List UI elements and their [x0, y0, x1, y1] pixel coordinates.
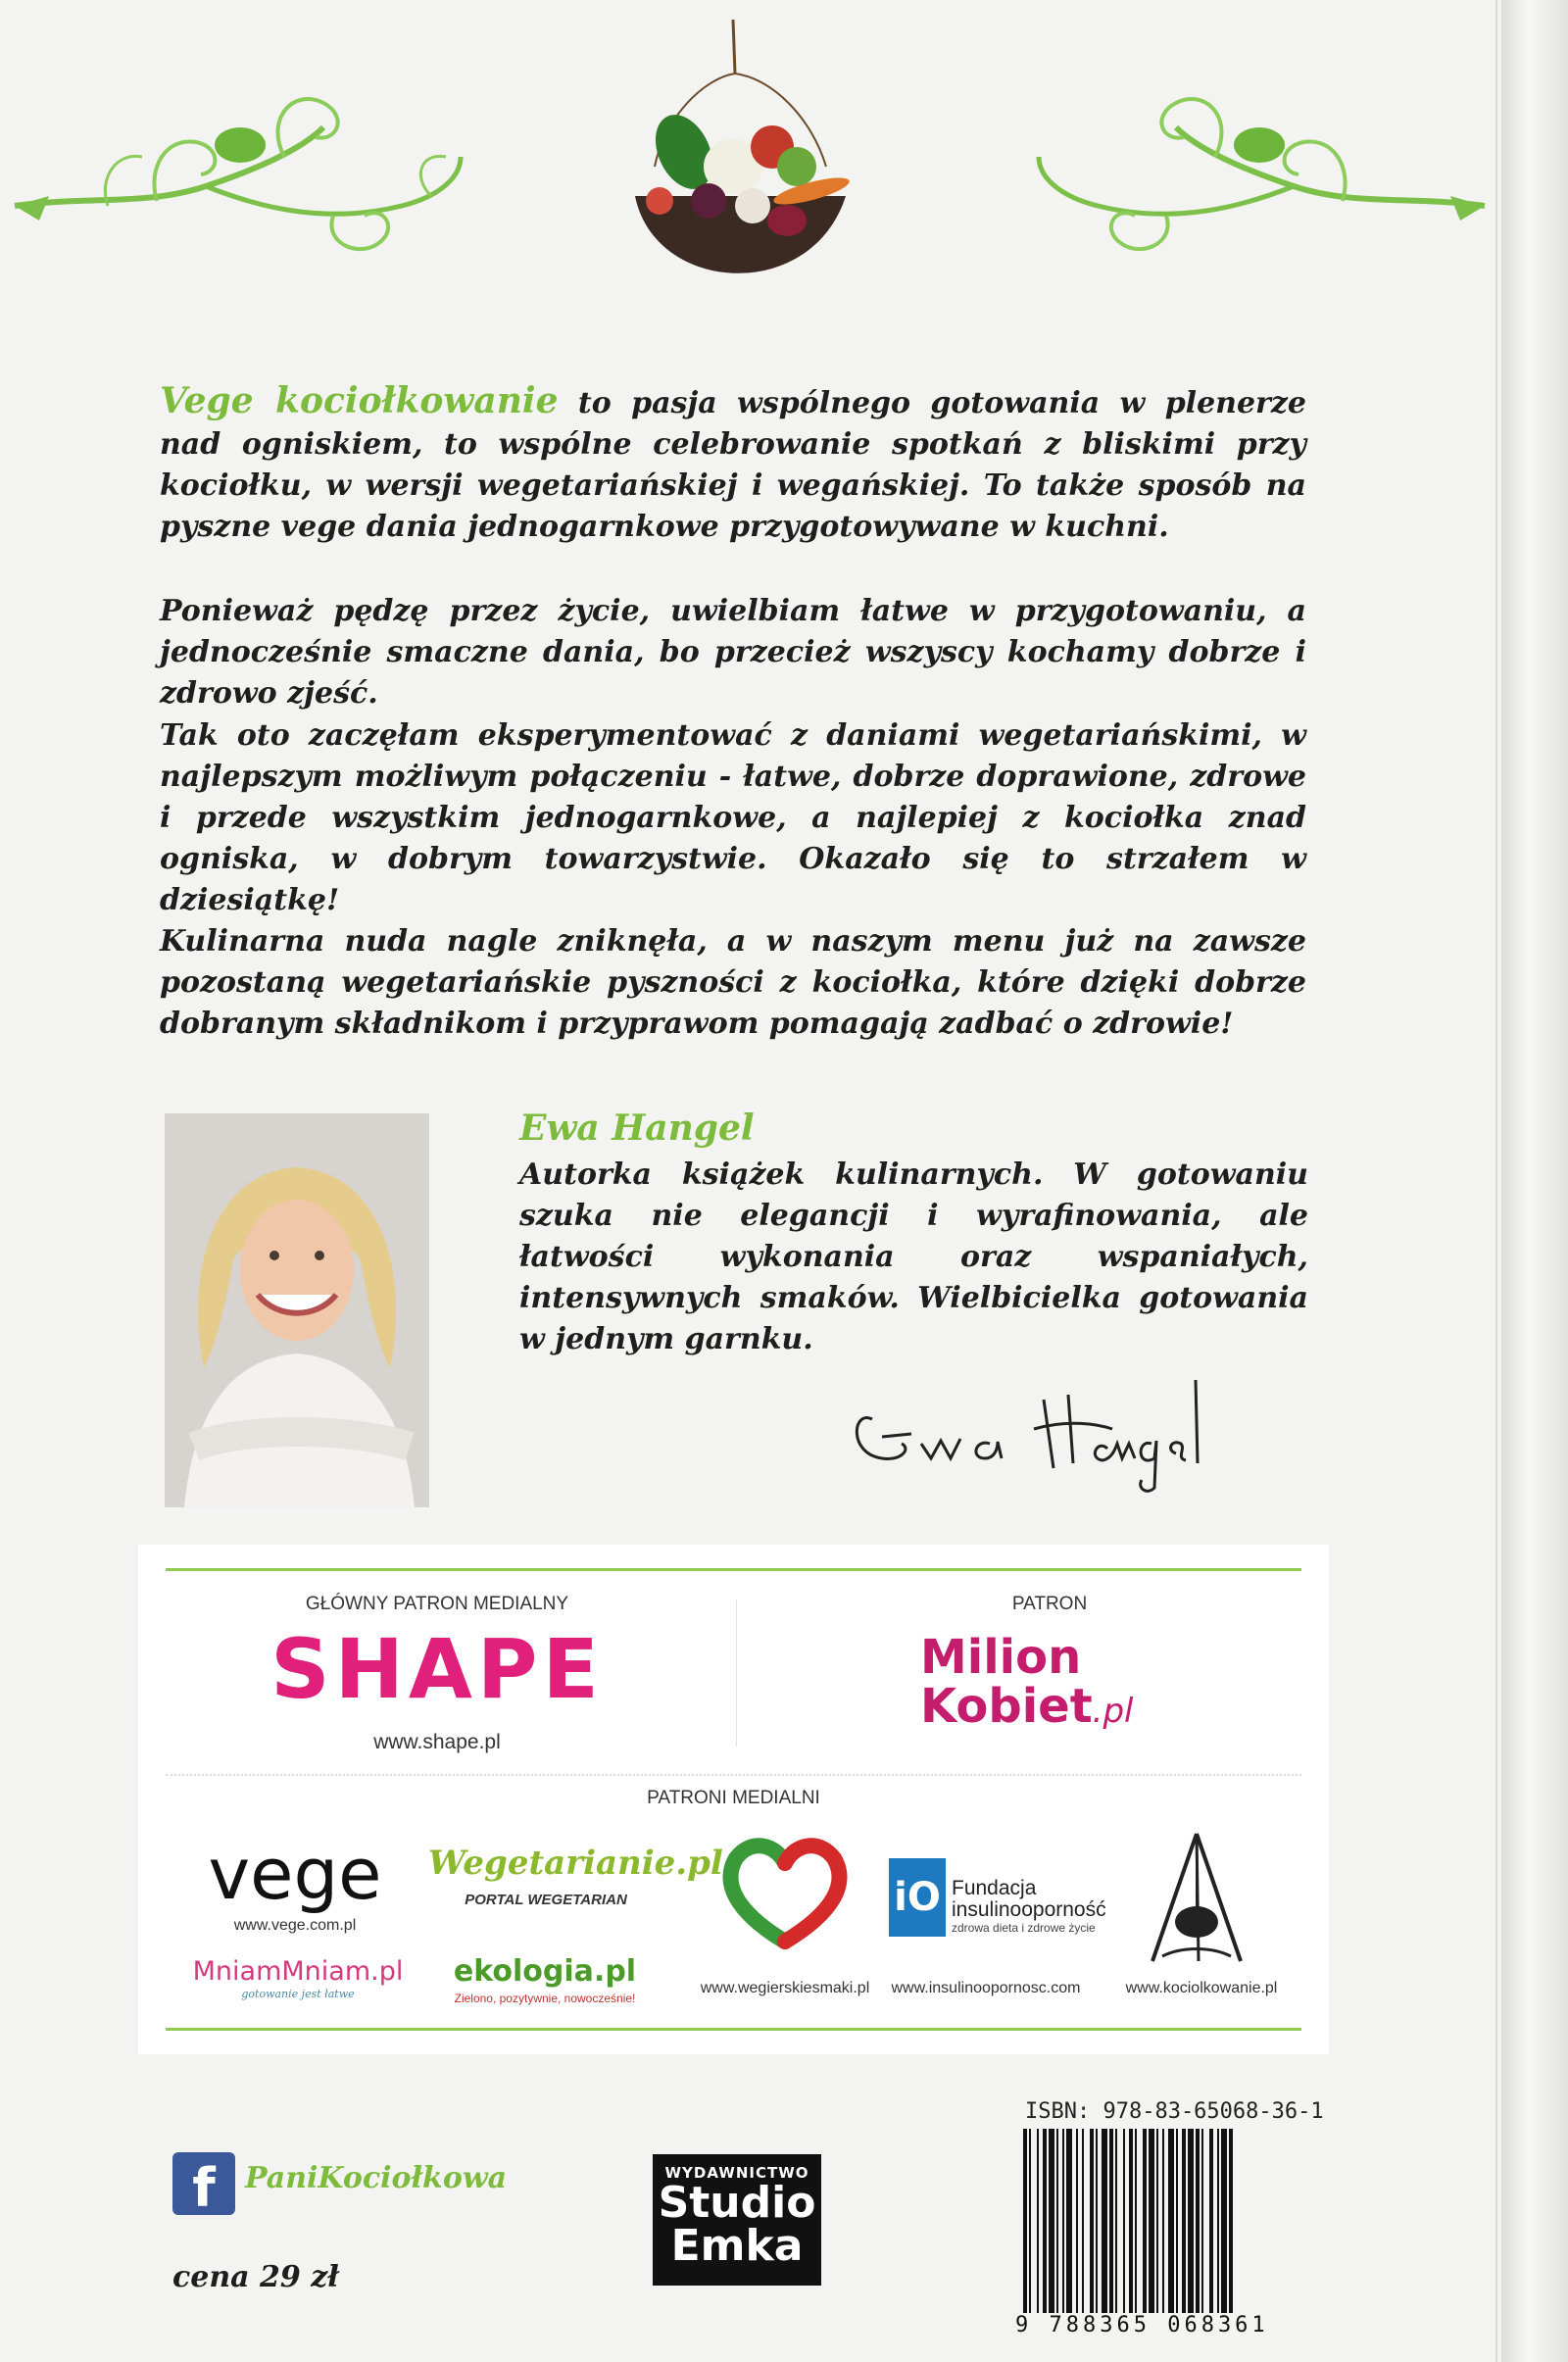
panel-top-rule [166, 1568, 1301, 1571]
publisher-label: WYDAWNICTWO [664, 2164, 809, 2182]
barcode-bar [1135, 2129, 1137, 2325]
author-name: Ewa Hangel [519, 1107, 755, 1149]
insulinoopornosc-url: www.insulinoopornosc.com [891, 1980, 1081, 1996]
campfire-kettle-icon [1138, 1829, 1255, 1966]
insulinoopornosc-logo: iO [889, 1858, 946, 1937]
wegetarianie-subtitle: PORTAL WEGETARIAN [465, 1892, 627, 1908]
right-vine-ornament [1029, 59, 1490, 265]
barcode-bar [1176, 2129, 1178, 2325]
book-spine [1501, 0, 1568, 2362]
media-patrons-label: PATRONI MEDIALNI [647, 1788, 820, 1808]
barcode-bar [1043, 2129, 1047, 2325]
barcode-bar [1090, 2129, 1094, 2325]
title-highlight: Vege kociołkowanie [160, 380, 559, 421]
wegetarianie-logo: Wegetarianie.pl [428, 1844, 723, 1883]
intro-paragraph-1-text: to pasja wspólnego gotowania w plenerze nad ogniskiem, to wspólne celebrowanie spotkań z bliskimi przy kociołku, w wersji wegetariańskiej i wegańskiej. To także sposób na pyszne vege dania jednogarnkowe przygotowywane w kuchni. [160, 386, 1306, 544]
kociolkowanie-url: www.kociolkowanie.pl [1125, 1980, 1278, 1996]
shape-url: www.shape.pl [373, 1731, 501, 1753]
barcode-digits: 9 788365 068361 [1015, 2313, 1313, 2337]
barcode-bar [1115, 2129, 1117, 2325]
intro-paragraph-3: Tak oto zaczęłam eksperymentować z daniami wegetariańskimi, w najlepszym możliwym połączeniu - łatwe, dobrze doprawione, zdrowe i przede wszystkim jednogarnkowe, a najlepiej z kociołka znad ogniska, w dobrym towarzystwie. Okazało się to strzałem w dziesiątkę! [160, 718, 1306, 917]
barcode-bar [1123, 2129, 1125, 2325]
vege-logo: vege [208, 1833, 382, 1915]
barcode-bar [1056, 2129, 1058, 2325]
publisher-logo [653, 2154, 821, 2286]
intro-paragraph-2: Ponieważ pędzę przez życie, uwielbiam łatwe w przygotowaniu, a jednocześnie smaczne dania, bo przecież wszyscy kochamy dobrze i zdrowo zjeść. [160, 594, 1306, 711]
barcode-bar [1188, 2129, 1194, 2325]
patron-label: PATRON [1011, 1594, 1088, 1614]
shape-logo: SHAPE [270, 1621, 604, 1717]
book-price: cena 29 zł [172, 2260, 339, 2294]
fundacja-subtitle: zdrowa dieta i zdrowe życie [952, 1921, 1096, 1935]
barcode-bar [1149, 2129, 1154, 2325]
barcode-bar [1096, 2129, 1098, 2325]
barcode-bar [1182, 2129, 1186, 2325]
fundacja-line1: Fundacja [952, 1877, 1037, 1899]
milion-kobiet-logo [920, 1630, 1134, 1736]
barcode-bar [1029, 2129, 1031, 2325]
mniammniam-subtitle: gotowanie jest łatwe [241, 1988, 355, 2000]
barcode-bar [1209, 2129, 1213, 2325]
isbn-number: ISBN: 978-83-65068-36-1 [1025, 2099, 1324, 2124]
barcode-bar [1229, 2129, 1233, 2325]
main-patron-label: GŁÓWNY PATRON MEDIALNY [305, 1594, 569, 1614]
left-vine-ornament [10, 59, 470, 265]
vegetable-basket-illustration [615, 20, 900, 323]
barcode-bar [1023, 2129, 1027, 2325]
author-photo [165, 1113, 429, 1507]
barcode-bar [1143, 2129, 1147, 2325]
barcode-bar [1066, 2129, 1072, 2325]
intro-paragraph-1 [160, 380, 1306, 548]
author-bio: Autorka książek kulinarnych. W gotowaniu szuka nie elegancji i wyrafinowania, ale łatwości wykonania oraz wspaniałych, intensywnych smaków. Wielbicielka gotowania w jednym garnku. [519, 1157, 1308, 1356]
barcode-bar [1062, 2129, 1064, 2325]
barcode-bar [1217, 2129, 1219, 2325]
author-signature [843, 1360, 1235, 1498]
publisher-name-line1: Studio [658, 2178, 816, 2228]
milion-logo-suffix: .pl [1092, 1692, 1134, 1731]
barcode-bar [1109, 2129, 1113, 2325]
panel-vertical-divider [736, 1599, 737, 1747]
milion-logo-line1: Milion [920, 1630, 1082, 1685]
wegierskie-smaki-url: www.wegierskiesmaki.pl [700, 1980, 870, 1996]
barcode-bar [1201, 2129, 1203, 2325]
vege-url: www.vege.com.pl [233, 1917, 357, 1934]
milion-logo-line2 [920, 1679, 1134, 1736]
milion-logo-kobiet: Kobiet [920, 1679, 1093, 1734]
chili-heart-icon [716, 1834, 854, 1951]
spine-fold [1495, 0, 1497, 2362]
ekologia-slogan: Zielono, pozytywnie, nowocześnie! [454, 1992, 636, 2005]
mniammniam-logo: MniamMniam.pl [192, 1956, 404, 1987]
panel-dotted-divider [166, 1774, 1301, 1776]
barcode-bar [1037, 2129, 1039, 2325]
ekologia-logo: ekologia.pl [453, 1954, 637, 1989]
publisher-name-line2: Emka [670, 2221, 804, 2271]
media-patrons-panel [138, 1545, 1329, 2054]
facebook-icon: f [172, 2152, 235, 2215]
barcode-bar [1162, 2129, 1164, 2325]
barcode-bar [1102, 2129, 1107, 2325]
barcode-bar [1129, 2129, 1133, 2325]
barcode-bar [1082, 2129, 1084, 2325]
intro-paragraph-4: Kulinarna nuda nagle zniknęła, a w naszym menu już na zawsze pozostaną wegetariańskie pyszności z kociołka, które dzięki dobrze dobranym składnikom i przyprawom pomagają zadbać o zdrowie! [160, 924, 1306, 1041]
fundacja-name [952, 1878, 1106, 1921]
barcode-bar [1196, 2129, 1200, 2325]
barcode-bar [1049, 2129, 1054, 2325]
fundacja-line2: insulinooporność [952, 1898, 1106, 1921]
panel-bottom-rule [166, 2028, 1301, 2031]
barcode-bar [1168, 2129, 1174, 2325]
facebook-page-name: PaniKociołkowa [245, 2161, 508, 2195]
isbn-barcode [1019, 2129, 1309, 2333]
barcode-bar [1076, 2129, 1078, 2325]
barcode-bar [1221, 2129, 1227, 2325]
barcode-bar [1156, 2129, 1158, 2325]
